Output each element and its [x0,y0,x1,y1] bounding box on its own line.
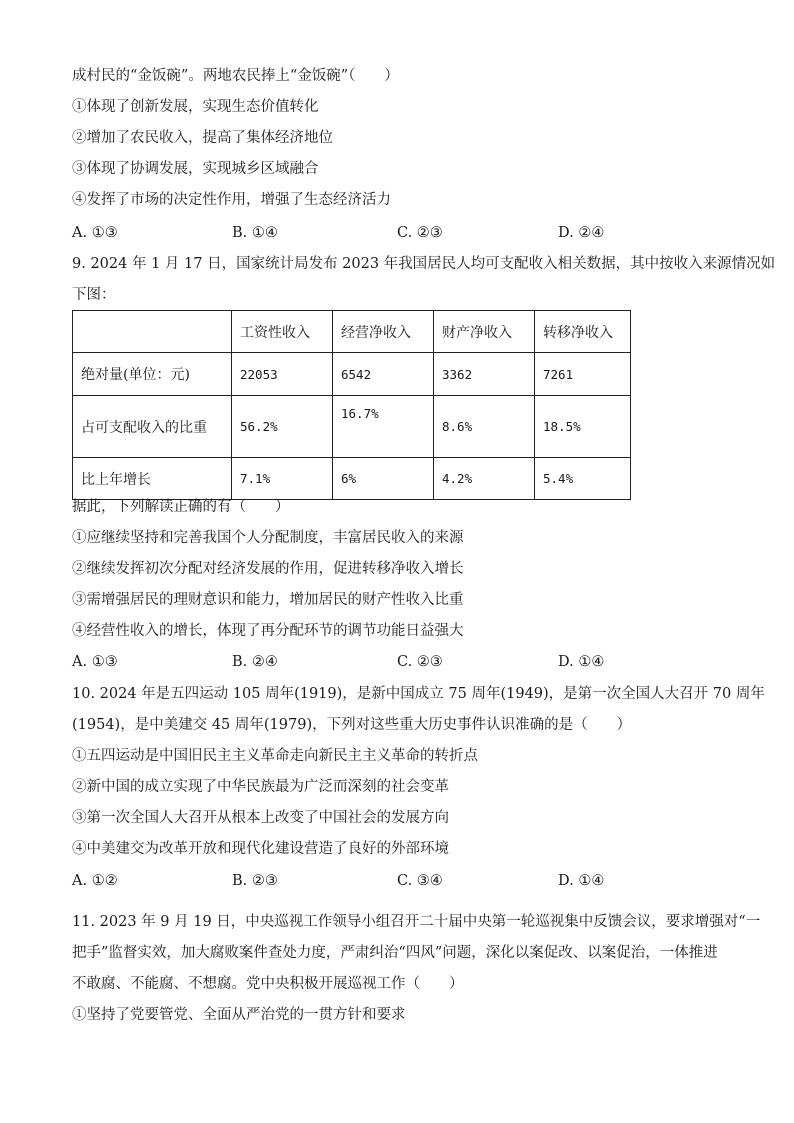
q10-option-c[interactable]: C. ③④ [397,873,443,889]
q8-option-a[interactable]: A. ①③ [72,225,118,241]
q8-item-4: ④发挥了市场的决定性作用，增强了生态经济活力 [72,192,391,208]
table-cell: 3362 [434,353,535,396]
q9-option-c[interactable]: C. ②③ [397,654,443,670]
q11-stem-line-2: 把手”监督实效，加大腐败案件查处力度，严肃纠治“四风”问题，深化以案促改、以案促治，一体推进 [72,945,718,961]
q9-option-b[interactable]: B. ②④ [232,654,278,670]
q9-options [72,652,732,672]
q9-item-3: ③需增强居民的理财意识和能力，增加居民的财产性收入比重 [72,592,464,608]
q10-option-a[interactable]: A. ①② [72,873,118,889]
table-header-cell [73,311,232,353]
q8-stem-tail: 成村民的“金饭碗”。两地农民捧上“金饭碗”（ ） [72,68,399,84]
q11-item-1: ①坚持了党要管党、全面从严治党的一贯方针和要求 [72,1007,406,1023]
q10-options [72,871,732,891]
table-cell: 6% [333,458,434,500]
q9-item-2: ②继续发挥初次分配对经济发展的作用，促进转移净收入增长 [72,561,464,577]
q10-option-b[interactable]: B. ②③ [232,873,278,889]
q11-stem-line-3: 不敢腐、不能腐、不想腐。党中央积极开展巡视工作（ ） [72,976,464,992]
table-cell: 7.1% [232,458,333,500]
q8-item-2: ②增加了农民收入，提高了集体经济地位 [72,130,333,146]
table-cell: 7261 [535,353,631,396]
table-row [73,396,631,458]
table-row [73,458,631,500]
q9-stem-line-2: 下图： [72,287,116,303]
q10-option-d[interactable]: D. ①④ [558,873,605,889]
table-header-cell: 财产净收入 [434,311,535,353]
table-header-row [73,311,631,353]
table-row [73,353,631,396]
q8-item-1: ①体现了创新发展，实现生态价值转化 [72,99,319,115]
q8-option-c[interactable]: C. ②③ [397,225,443,241]
q10-item-1: ①五四运动是中国旧民主主义革命走向新民主主义革命的转折点 [72,748,478,764]
q8-item-3: ③体现了协调发展，实现城乡区域融合 [72,161,319,177]
q11-stem-line-1: 11. 2023 年 9 月 19 日，中央巡视工作领导小组召开二十届中央第一轮巡视集中反馈会议，要求增强对“一 [72,914,761,930]
table-cell: 56.2% [232,396,333,458]
table-row-label: 比上年增长 [73,458,232,500]
table-cell: 8.6% [434,396,535,458]
table-cell: 22053 [232,353,333,396]
q9-stem-line-1: 9. 2024 年 1 月 17 日，国家统计局发布 2023 年我国居民人均可支配收入相关数据，其中按收入来源情况如 [72,256,776,272]
table-header-cell: 转移净收入 [535,311,631,353]
table-cell: 6542 [333,353,434,396]
q10-stem-line-1: 10. 2024 年是五四运动 105 周年(1919)，是新中国成立 75 周年(1949)，是第一次全国人大召开 70 周年 [72,686,765,702]
q9-question: 据此，下列解读正确的有（ ） [72,499,290,515]
q8-options [72,223,732,243]
table-cell: 18.5% [535,396,631,458]
q8-option-b[interactable]: B. ①④ [232,225,278,241]
q9-item-4: ④经营性收入的增长，体现了再分配环节的调节功能日益强大 [72,623,464,639]
table-cell: 16.7% [333,396,434,458]
income-table [72,310,631,500]
q10-item-3: ③第一次全国人大召开从根本上改变了中国社会的发展方向 [72,810,449,826]
table-header-cell: 经营净收入 [333,311,434,353]
table-header-cell: 工资性收入 [232,311,333,353]
q9-option-a[interactable]: A. ①③ [72,654,118,670]
table-row-label: 绝对量(单位：元) [73,353,232,396]
table-cell: 4.2% [434,458,535,500]
q10-item-2: ②新中国的成立实现了中华民族最为广泛而深刻的社会变革 [72,779,449,795]
table-cell: 5.4% [535,458,631,500]
q9-item-1: ①应继续坚持和完善我国个人分配制度，丰富居民收入的来源 [72,530,464,546]
q10-stem-line-2: (1954)，是中美建交 45 周年(1979)，下列对这些重大历史事件认识准确的是（ ） [72,717,632,733]
q9-option-d[interactable]: D. ①④ [558,654,605,670]
q8-option-d[interactable]: D. ②④ [558,225,605,241]
q10-item-4: ④中美建交为改革开放和现代化建设营造了良好的外部环境 [72,841,449,857]
table-row-label: 占可支配收入的比重 [73,396,232,458]
